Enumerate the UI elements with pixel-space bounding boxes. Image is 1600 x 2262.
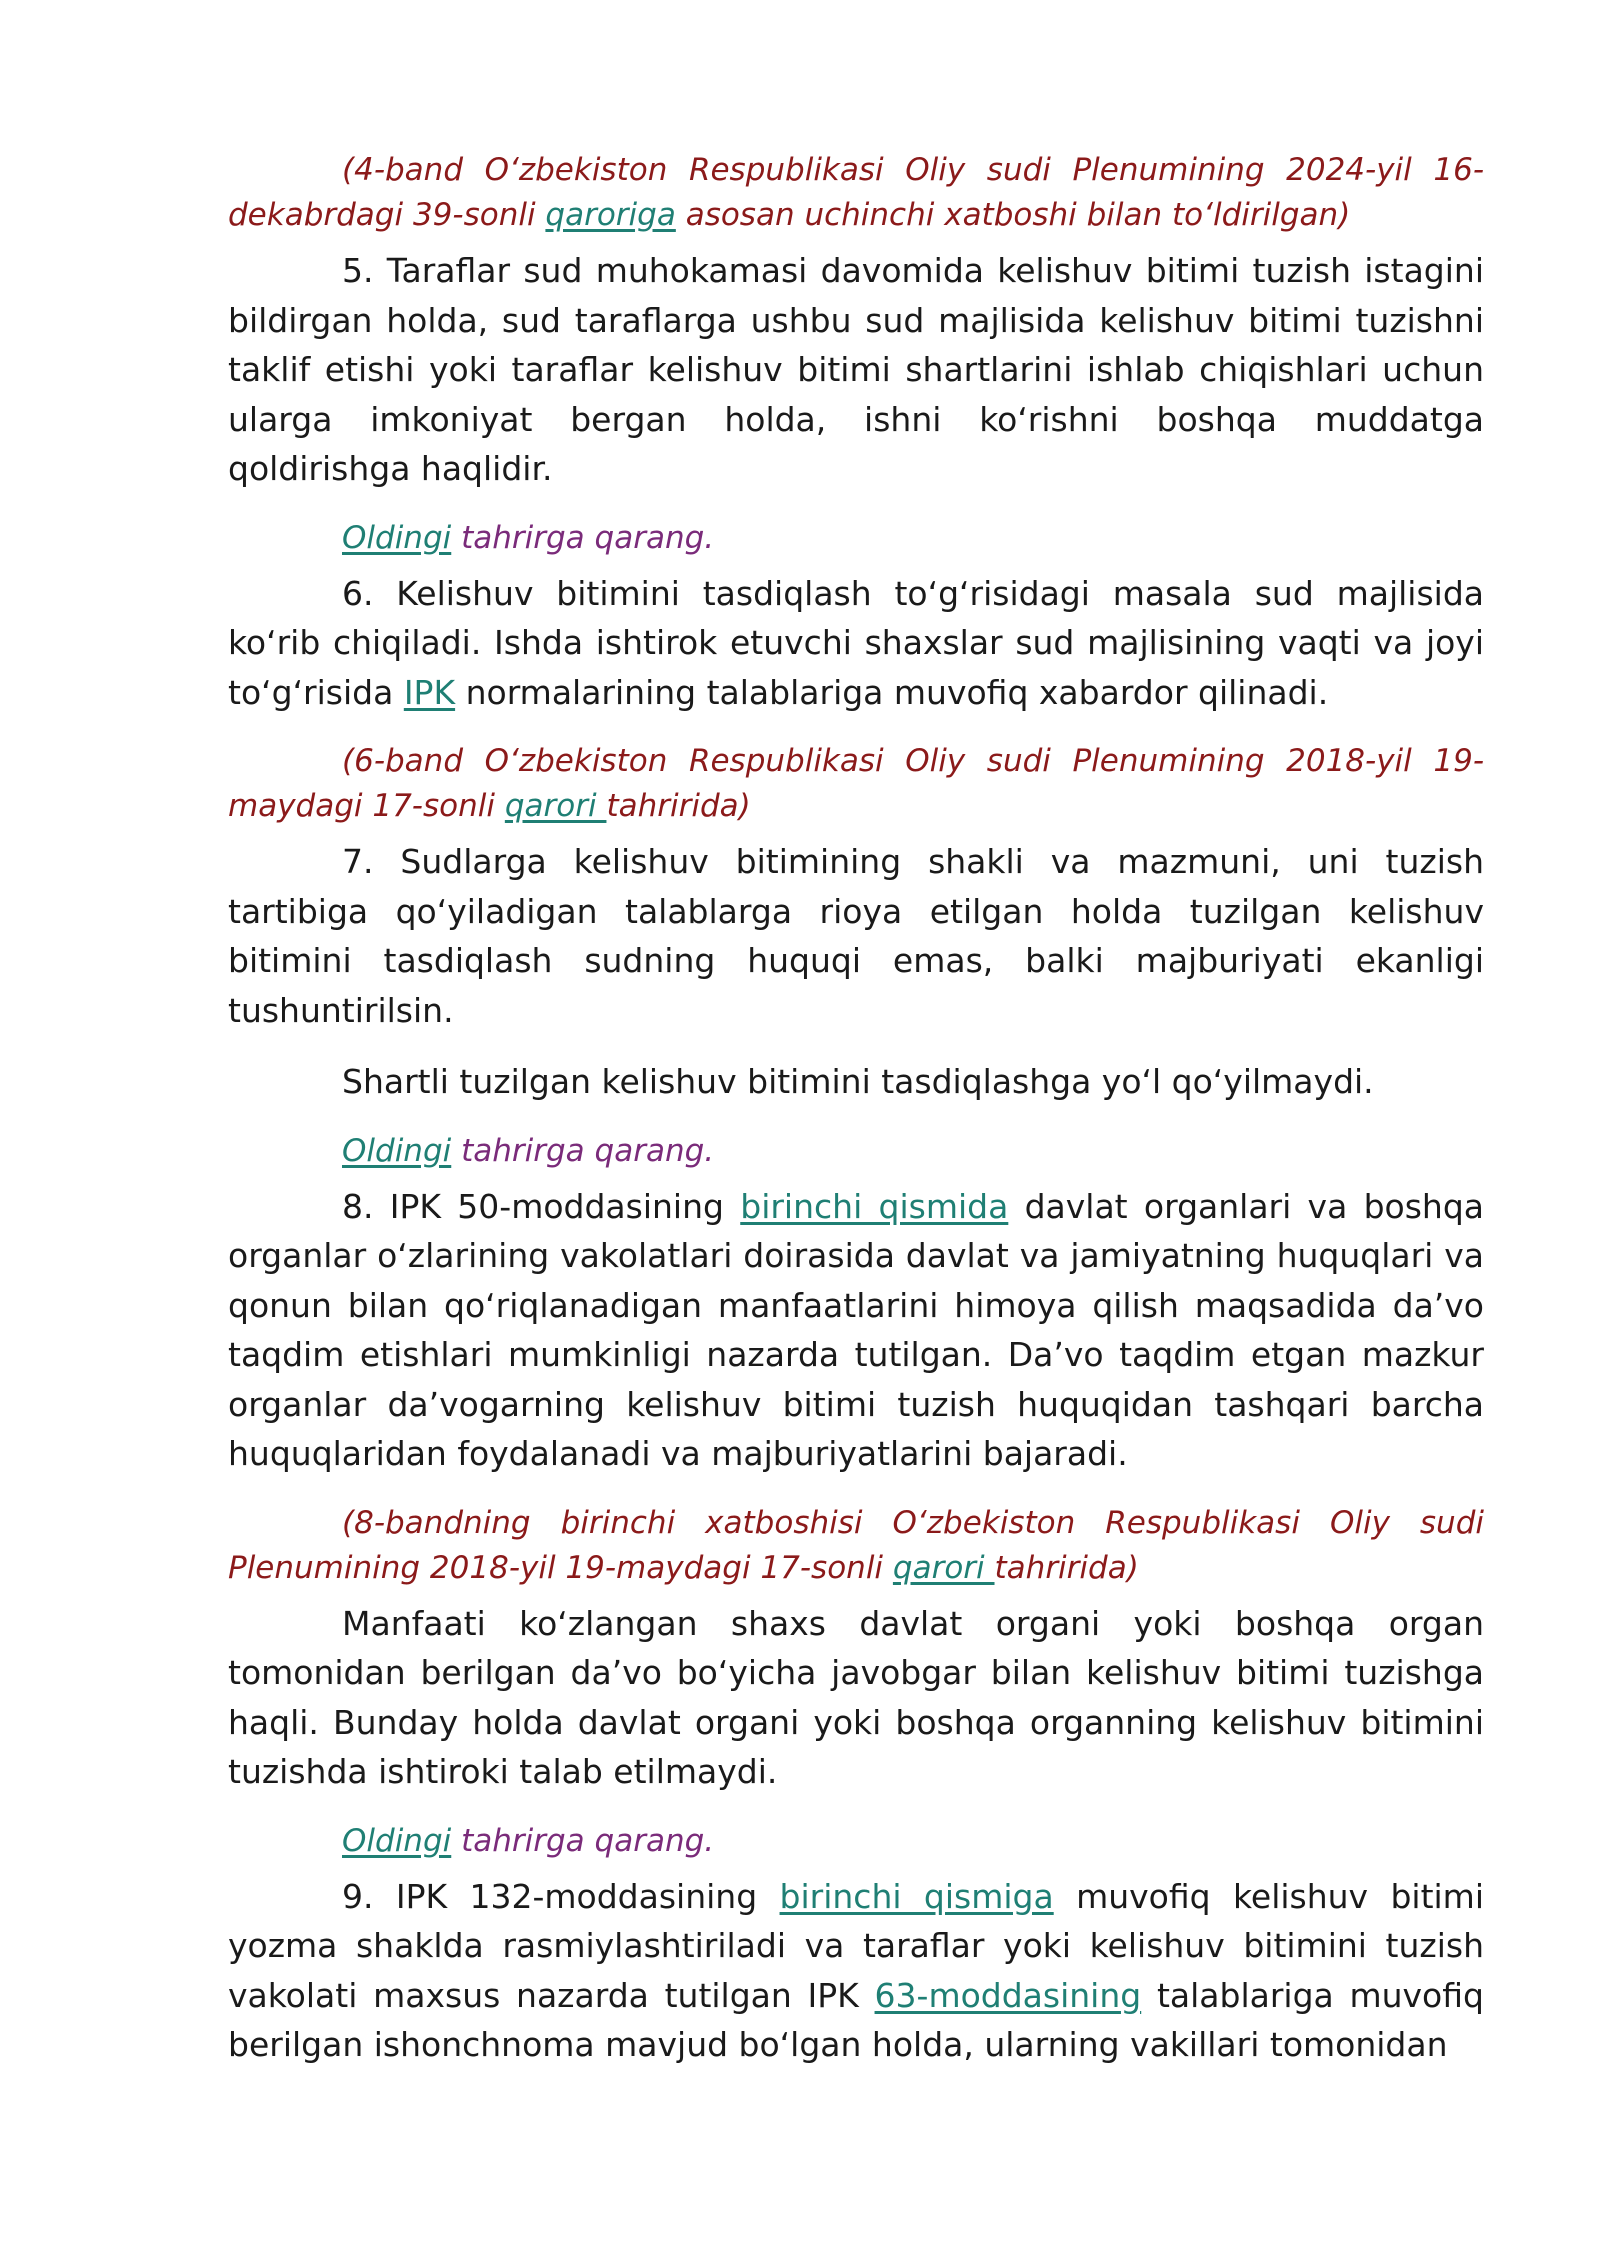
paragraph-text: 7. Sudlarga kelishuv bitimining shakli va mazmuni, uni tuzish tartibiga qo‘yiladigan talablarga rioya etilgan holda tuzilgan kelishuv bitimini tasdiqlash sudning huquqi emas, balki majburiyati ekanligi tushuntirilsin.	[228, 842, 1484, 1030]
paragraph-text: 5. Taraflar sud muhokamasi davomida kelishuv bitimi tuzish istagini bildirgan holda, sud taraflarga ushbu sud majlisida kelishuv bitimi tuzishni taklif etishi yoki taraflar kelishuv bitimi shartlarini ishlab chiqishlari uchun ularga imkoniyat bergan holda, ishni ko‘rishni boshqa muddatga qoldirishga haqlidir.	[228, 251, 1484, 488]
note-text: asosan uchinchi xatboshi bilan to‘ldirilgan)	[675, 197, 1351, 233]
previous-edition-text: tahrirga qarang.	[451, 519, 715, 556]
document-page	[228, 148, 1484, 2070]
paragraph-9	[228, 1872, 1484, 2070]
paragraph-text: 9. IPK 132-moddasining	[342, 1876, 780, 1916]
previous-edition-text: tahrirga qarang.	[451, 1822, 715, 1859]
paragraph-text: Manfaati ko‘zlangan shaxs davlat organi yoki boshqa organ tomonidan berilgan da’vo bo‘yicha javobgar bilan kelishuv bitimi tuzishga haqli. Bunday holda davlat organi yoki boshqa organning kelishuv bitimini tuzishda ishtiroki talab etilmaydi.	[228, 1603, 1484, 1791]
note-text: (6-band O‘zbekiston Respublikasi Oliy sudi Plenumining 2018-yil 19-maydagi 17-sonli	[228, 743, 1484, 824]
paragraph-text: davlat organlari va boshqa organlar o‘zlarining vakolatlari doirasida davlat va jamiyatning huquqlari va qonun bilan qo‘riqlanadigan manfaatlarini himoya qilish maqsadida da’vo taqdim etishlari mumkinligi nazarda tutilgan. Da’vo taqdim etgan mazkur organlar da’vogarning kelishuv bitimi tuzish huquqidan tashqari barcha huquqlaridan foydalanadi va majburiyatlarini bajaradi.	[228, 1186, 1484, 1473]
paragraph-8-second	[228, 1599, 1484, 1797]
paragraph-text: normalarining talablariga muvofiq xabardor qilinadi.	[455, 672, 1329, 712]
previous-edition-note	[228, 516, 1484, 561]
previous-edition-note	[228, 1129, 1484, 1174]
previous-edition-link[interactable]: Oldingi	[342, 519, 452, 556]
amendment-note-4	[228, 148, 1484, 238]
previous-edition-link[interactable]: Oldingi	[342, 1132, 452, 1169]
paragraph-text: 8. IPK 50-moddasining	[342, 1186, 741, 1226]
paragraph-text: muvofiq kelishuv bitimi yozma shaklda rasmiylashtiriladi va taraflar yoki kelishuv bitimini tuzish vakolati maxsus nazarda tutilgan IPK	[228, 1876, 1484, 2015]
amendment-note-6	[228, 739, 1484, 829]
previous-edition-link[interactable]: Oldingi	[342, 1822, 452, 1859]
previous-edition-text: tahrirga qarang.	[451, 1132, 715, 1169]
note-text: tahririda)	[606, 788, 751, 824]
paragraph-text: Shartli tuzilgan kelishuv bitimini tasdiqlashga yo‘l qo‘yilmaydi.	[342, 1062, 1374, 1101]
paragraph-text: 6. Kelishuv bitimini tasdiqlash to‘g‘risidagi masala sud majlisida ko‘rib chiqiladi. Ishda ishtirok etuvchi shaxslar sud majlisining vaqti va joyi to‘g‘risida	[228, 573, 1484, 712]
paragraph-5	[228, 246, 1484, 494]
first-part-link[interactable]: birinchi qismida	[740, 1186, 1009, 1226]
previous-edition-note	[228, 1819, 1484, 1864]
amendment-note-8	[228, 1501, 1484, 1591]
paragraph-6	[228, 569, 1484, 718]
ipk-link[interactable]: IPK	[403, 672, 456, 712]
first-part-link[interactable]: birinchi qismiga	[779, 1876, 1054, 1916]
note-text: tahririda)	[994, 1549, 1139, 1586]
paragraph-8	[228, 1182, 1484, 1479]
article-63-link[interactable]: 63-moddasining	[874, 1975, 1142, 2015]
note-text: (4-band O‘zbekiston Respublikasi Oliy sudi Plenumining 2024-yil 16-dekabrdagi 39-sonli	[228, 152, 1484, 233]
resolution-link[interactable]: qaroriga	[545, 197, 676, 233]
paragraph-7-second	[228, 1057, 1484, 1107]
paragraph-text: talablariga muvofiq berilgan ishonchnoma mavjud bo‘lgan holda, ularning vakillari tomonidan	[228, 1975, 1484, 2064]
note-text: (8-bandning birinchi xatboshisi O‘zbekiston Respublikasi Oliy sudi Plenumining 2018-yil 19-maydagi 17-sonli	[228, 1504, 1484, 1586]
resolution-link[interactable]: qarori	[892, 1549, 995, 1586]
paragraph-7	[228, 837, 1484, 1035]
resolution-link[interactable]: qarori	[504, 788, 607, 824]
